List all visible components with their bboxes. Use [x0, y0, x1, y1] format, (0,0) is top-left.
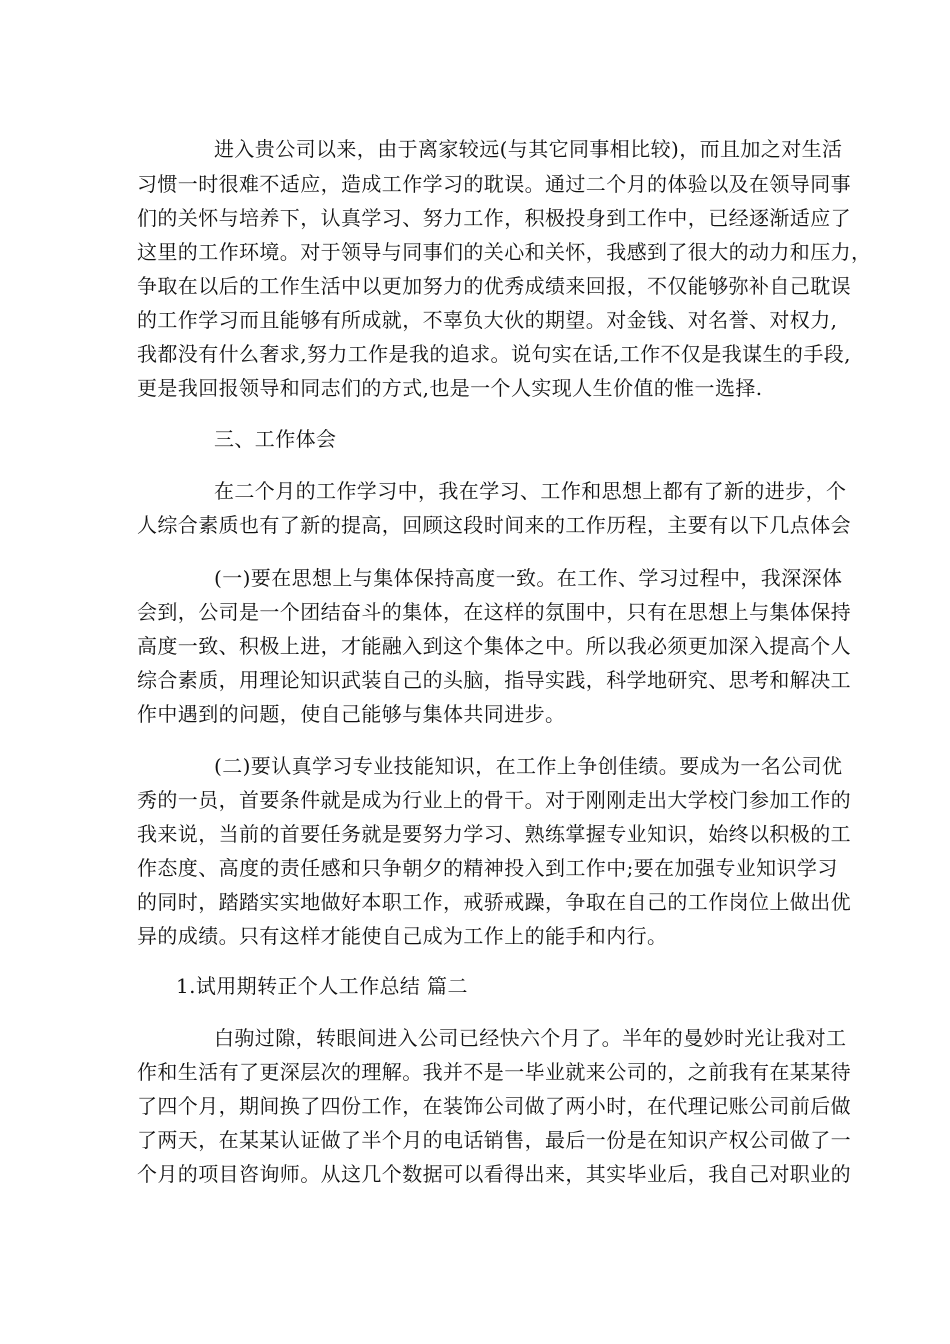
- paragraph-line: 的同时，踏踏实实地做好本职工作，戒骄戒躁，争取在自己的工作岗位上做出优: [137, 890, 851, 914]
- paragraph-line: 白驹过隙，转眼间进入公司已经快六个月了。半年的曼妙时光让我对工: [214, 1026, 847, 1050]
- paragraph-line: 我来说，当前的首要任务就是要努力学习、熟练掌握专业知识，始终以积极的工: [137, 822, 851, 846]
- paragraph-line: 个月的项目咨询师。从这几个数据可以看得出来，其实毕业后，我自己对职业的: [137, 1162, 851, 1186]
- paragraph-line: 这里的工作环境。对于领导与同事们的关心和关怀，我感到了很大的动力和压力，: [137, 240, 872, 264]
- paragraph-line: (二)要认真学习专业技能知识，在工作上争创佳绩。要成为一名公司优: [214, 754, 843, 778]
- paragraph-line: 我都没有什么奢求,努力工作是我的追求。说句实在话,工作不仅是我谋生的手段,: [137, 342, 851, 366]
- paragraph-line: 作中遇到的问题，使自己能够与集体共同进步。: [137, 702, 566, 726]
- section-heading: 三、工作体会: [214, 427, 337, 451]
- paragraph-line: 作和生活有了更深层次的理解。我并不是一毕业就来公司的，之前我有在某某待: [137, 1060, 851, 1084]
- paragraph-line: 了两天，在某某认证做了半个月的电话销售，最后一份是在知识产权公司做了一: [137, 1128, 851, 1152]
- paragraph-line: 高度一致、积极上进，才能融入到这个集体之中。所以我必须更加深入提高个人: [137, 634, 851, 658]
- paragraph-line: 异的成绩。只有这样才能使自己成为工作上的能手和内行。: [137, 924, 668, 948]
- paragraph-line: 作态度、高度的责任感和只争朝夕的精神投入到工作中;要在加强专业知识学习: [137, 856, 838, 880]
- paragraph-line: 习惯一时很难不适应，造成工作学习的耽误。通过二个月的体验以及在领导同事: [137, 172, 851, 196]
- paragraph-line: 在二个月的工作学习中，我在学习、工作和思想上都有了新的进步，个: [214, 479, 847, 503]
- paragraph-line: 人综合素质也有了新的提高，回顾这段时间来的工作历程，主要有以下几点体会: [137, 513, 851, 537]
- paragraph-line: 的工作学习而且能够有所成就，不辜负大伙的期望。对金钱、对名誉、对权力,: [137, 308, 838, 332]
- paragraph-line: 综合素质，用理论知识武装自己的头脑，指导实践，科学地研究、思考和解决工: [137, 668, 851, 692]
- paragraph-line: 了四个月，期间换了四份工作，在装饰公司做了两小时，在代理记账公司前后做: [137, 1094, 851, 1118]
- paragraph-line: 更是我回报领导和同志们的方式,也是一个人实现人生价值的惟一选择.: [137, 376, 763, 400]
- paragraph-line: 们的关怀与培养下，认真学习、努力工作，积极投身到工作中，已经逐渐适应了: [137, 206, 851, 230]
- paragraph-line: 进入贵公司以来，由于离家较远(与其它同事相比较)，而且加之对生活: [214, 137, 843, 161]
- paragraph-line: 会到，公司是一个团结奋斗的集体，在这样的氛围中，只有在思想上与集体保持: [137, 600, 851, 624]
- paragraph-line: 争取在以后的工作生活中以更加努力的优秀成绩来回报，不仅能够弥补自己耽误: [137, 274, 851, 298]
- paragraph-line: (一)要在思想上与集体保持高度一致。在工作、学习过程中，我深深体: [214, 566, 843, 590]
- paragraph-line: 秀的一员，首要条件就是成为行业上的骨干。对于刚刚走出大学校门参加工作的: [137, 788, 851, 812]
- section-heading: 1.试用期转正个人工作总结 篇二: [176, 974, 468, 998]
